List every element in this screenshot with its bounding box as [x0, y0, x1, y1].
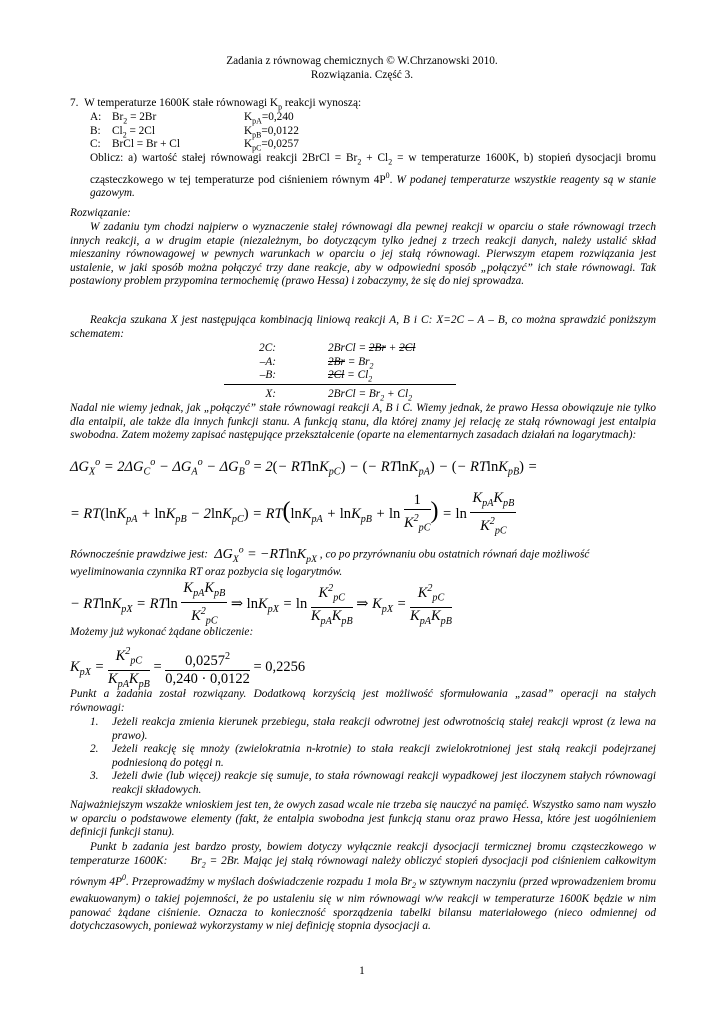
solution-paragraph-2: Reakcja szukana X jest następująca kombinacją liniową reakcji A, B i C: X=2C – A – B, co można sprawdzić poniższym schematem: [70, 314, 656, 340]
equation-gibbs-1: $\Delta G_X^o = 2\Delta G_C^o - \Delta G_A^o - \Delta G_B^o = 2(- RTlnK_{pC})$ − (− RTlnK$_{pA}$) − (− RTlnK$_{pB}$) = [70, 457, 538, 478]
equation-kpx-derivation: − RTlnK$_{pX}$ = RTln $\frac{K_{pA}K_{pB}}{K^2_{pC}}$ ⇒ lnK$_{pX}$ = ln $\frac{K^2_{pC}}{K_{pA}K_{pB}}$ ⇒ $K_{pX}$ = $\frac{K^2_{pC}}{K_{pA}K_{pB}}$ [70, 580, 452, 627]
solution-paragraph-1: W zadaniu tym chodzi najpierw o wyznaczenie stałej równowagi dla pewnej reakcji w oparciu o stałe równowagi trzech innych reakcji, a w drugim etapie (niezależnym, bo dotyczącym tylko jednej z trzech reakcji danych, należy ustalić skład mieszaniny równowagowej w pewnych warunkach w oparciu o jej stałą równowagi. Pierwszym etapem rozwiązania jest ustalenie, w jaki sposób można połączyć trzy dane reakcje, aby w odpowiedni sposób „połączyć” ich stałe równowagi. Tak postawiony problem przypomina termochemię (prawo Hessa) i zobaczymy, że się do niej sprowadza. [70, 221, 656, 288]
scheme-row-a: –A: $2Br = Br_2$ [259, 355, 374, 370]
problem-intro: 7. W temperaturze 1600K stałe równowagi $K_p$ reakcji wynoszą: [70, 97, 362, 112]
solution-paragraph-7: Najważniejszym wszakże wnioskiem jest ten, że owych zasad wcale nie trzeba się nauczyć na pamięć. Wszystko samo nam wyszło w oparciu o podstawowe elementy (fakt, że entalpia swobodna jest funkcją stanu oraz prawo Hessa, które jest uogólnieniem definicji funkcji stanu). [70, 799, 656, 839]
rules-list [90, 716, 656, 798]
solution-paragraph-5: Możemy już wykonać żądane obliczenie: [70, 626, 254, 638]
header-line-1: Zadania z równowag chemicznych © W.Chrzanowski 2010. [226, 55, 498, 67]
reaction-b: B: $Cl_2 = 2Cl$ $K_{pB}=0,0122$ [90, 124, 299, 139]
solution-paragraph-3: Nadal nie wiemy jednak, jak „połączyć” stałe równowagi reakcji A, B i C. Wiemy jednak, że prawo Hessa obowiązuje nie tylko dla entalpii, ale także dla innych funkcji stanu. A funkcją stanu, dla której znamy jej relację ze stałą równowagi jest entalpia swobodna. Zatem możemy zapisać następujące przekształcenie (oparte na elementarnych zasadach działań na logarytmach): [70, 402, 656, 442]
page-header [0, 55, 724, 82]
page-number: 1 [359, 965, 365, 977]
rule-item-3: 3. Jeżeli dwie (lub więcej) reakcje się sumuje, to stała równowagi reakcji wypadkowej jest iloczynem stałych równowagi reakcji składowych. [90, 770, 656, 796]
result-value: 0,2256 [265, 659, 306, 676]
reaction-list [90, 111, 390, 152]
scheme-row-2c: 2C: 2BrCl = 2Br + 2Cl [259, 342, 416, 354]
solution-paragraph-4: Równocześnie prawdziwe jest: $\Delta G_X^o = -RTlnK_{pX}$ , co po przyrównaniu obu ostatnich równań daje możliwość wyeliminowania czynnika RT oraz pozbycia się logarytmów. [70, 544, 590, 579]
equation-gibbs-2: = RT(lnK$_{pA}$ + lnK$_{pB}$ − 2lnK$_{pC}$) = RT(lnK$_{pA}$ + lnK$_{pB}$ + ln $\frac{1}{K^2_{pC}}$ ) = ln $\frac{K_{pA}K_{pB}}{K^2_{pC}}$ [70, 490, 515, 537]
reaction-a: A: $Br_2 = 2Br$ $K_{pA}=0,240$ [90, 111, 294, 126]
reaction-c: C: BrCl = Br + Cl $K_{pC}=0,0257$ [90, 138, 299, 153]
solution-paragraph-8: Punkt b zadania jest bardzo prosty, bowiem dotyczy wyłącznie reakcji dysocjacji termicznej bromu cząsteczkowego w temperaturze 1600K: $Br_2 = 2Br$. Mając jej stałą równowagi należy obliczyć stopień dysocjacji pod ciśnieniem całkowitym równym $4P^0$. Przeprowadźmy w myślach doświadczenie rozpadu 1 mola $Br_2$ w sztywnym naczyniu (przed wprowadzeniem bromu ewakuowanym) o takiej pojemności, że po ustaleniu się w nim równowagi w/w reakcji w temperaturze 1600K będzie w nim panować żądane ciśnienie. Oznacza to konieczność sporządzenia tabelki bilansu materiałowego (nieco odmiennej od dotychczasowych, ponieważ wykorzystamy w niej definicję stopnia dysocjacji a. [70, 841, 656, 933]
rule-item-1: 1. Jeżeli reakcja zmienia kierunek przebiegu, stała reakcji odwrotnej jest odwrotnością stałej reakcji wprost (z lewa na prawo). [90, 716, 656, 742]
header-line-2: Rozwiązania. Część 3. [310, 68, 414, 81]
equation-kpx-value: $K_{pX}$ = $\frac{K^2_{pC}}{K_{pA}K_{pB}}$ = $\frac{0,0257^2}{0,240 \cdot 0,0122}$ = 0,2256 [70, 643, 305, 693]
scheme-row-b: –B: $2Cl = Cl_2$ [259, 369, 373, 384]
solution-heading: Rozwiązanie: [70, 207, 131, 219]
rule-item-2: 2. Jeżeli reakcję się mnoży (zwielokratnia n-krotnie) to stała reakcji zwielokrotnionej jest stałą reakcji podejrzanej podniesioną do potęgi n. [90, 743, 656, 769]
reaction-scheme [210, 342, 510, 401]
scheme-sum-line [224, 384, 456, 385]
problem-task: Oblicz: a) wartość stałej równowagi reakcji 2BrCl = $Br_2 + Cl_2 = w$ temperaturze 1600K, b) stopień dysocjacji bromu cząsteczkowego w tej temperaturze pod ciśnieniem równym $4P^0$. W podanej temperaturze wszystkie reagenty są w stanie gazowym. [90, 152, 657, 200]
solution-paragraph-6: Punkt a zadania został rozwiązany. Dodatkową korzyścią jest możliwość sformułowania „zasad” operacji na stałych równowagi: [70, 688, 656, 714]
scheme-row-x: X: 2BrCl = $Br_2 + Cl_2$ [265, 387, 413, 403]
